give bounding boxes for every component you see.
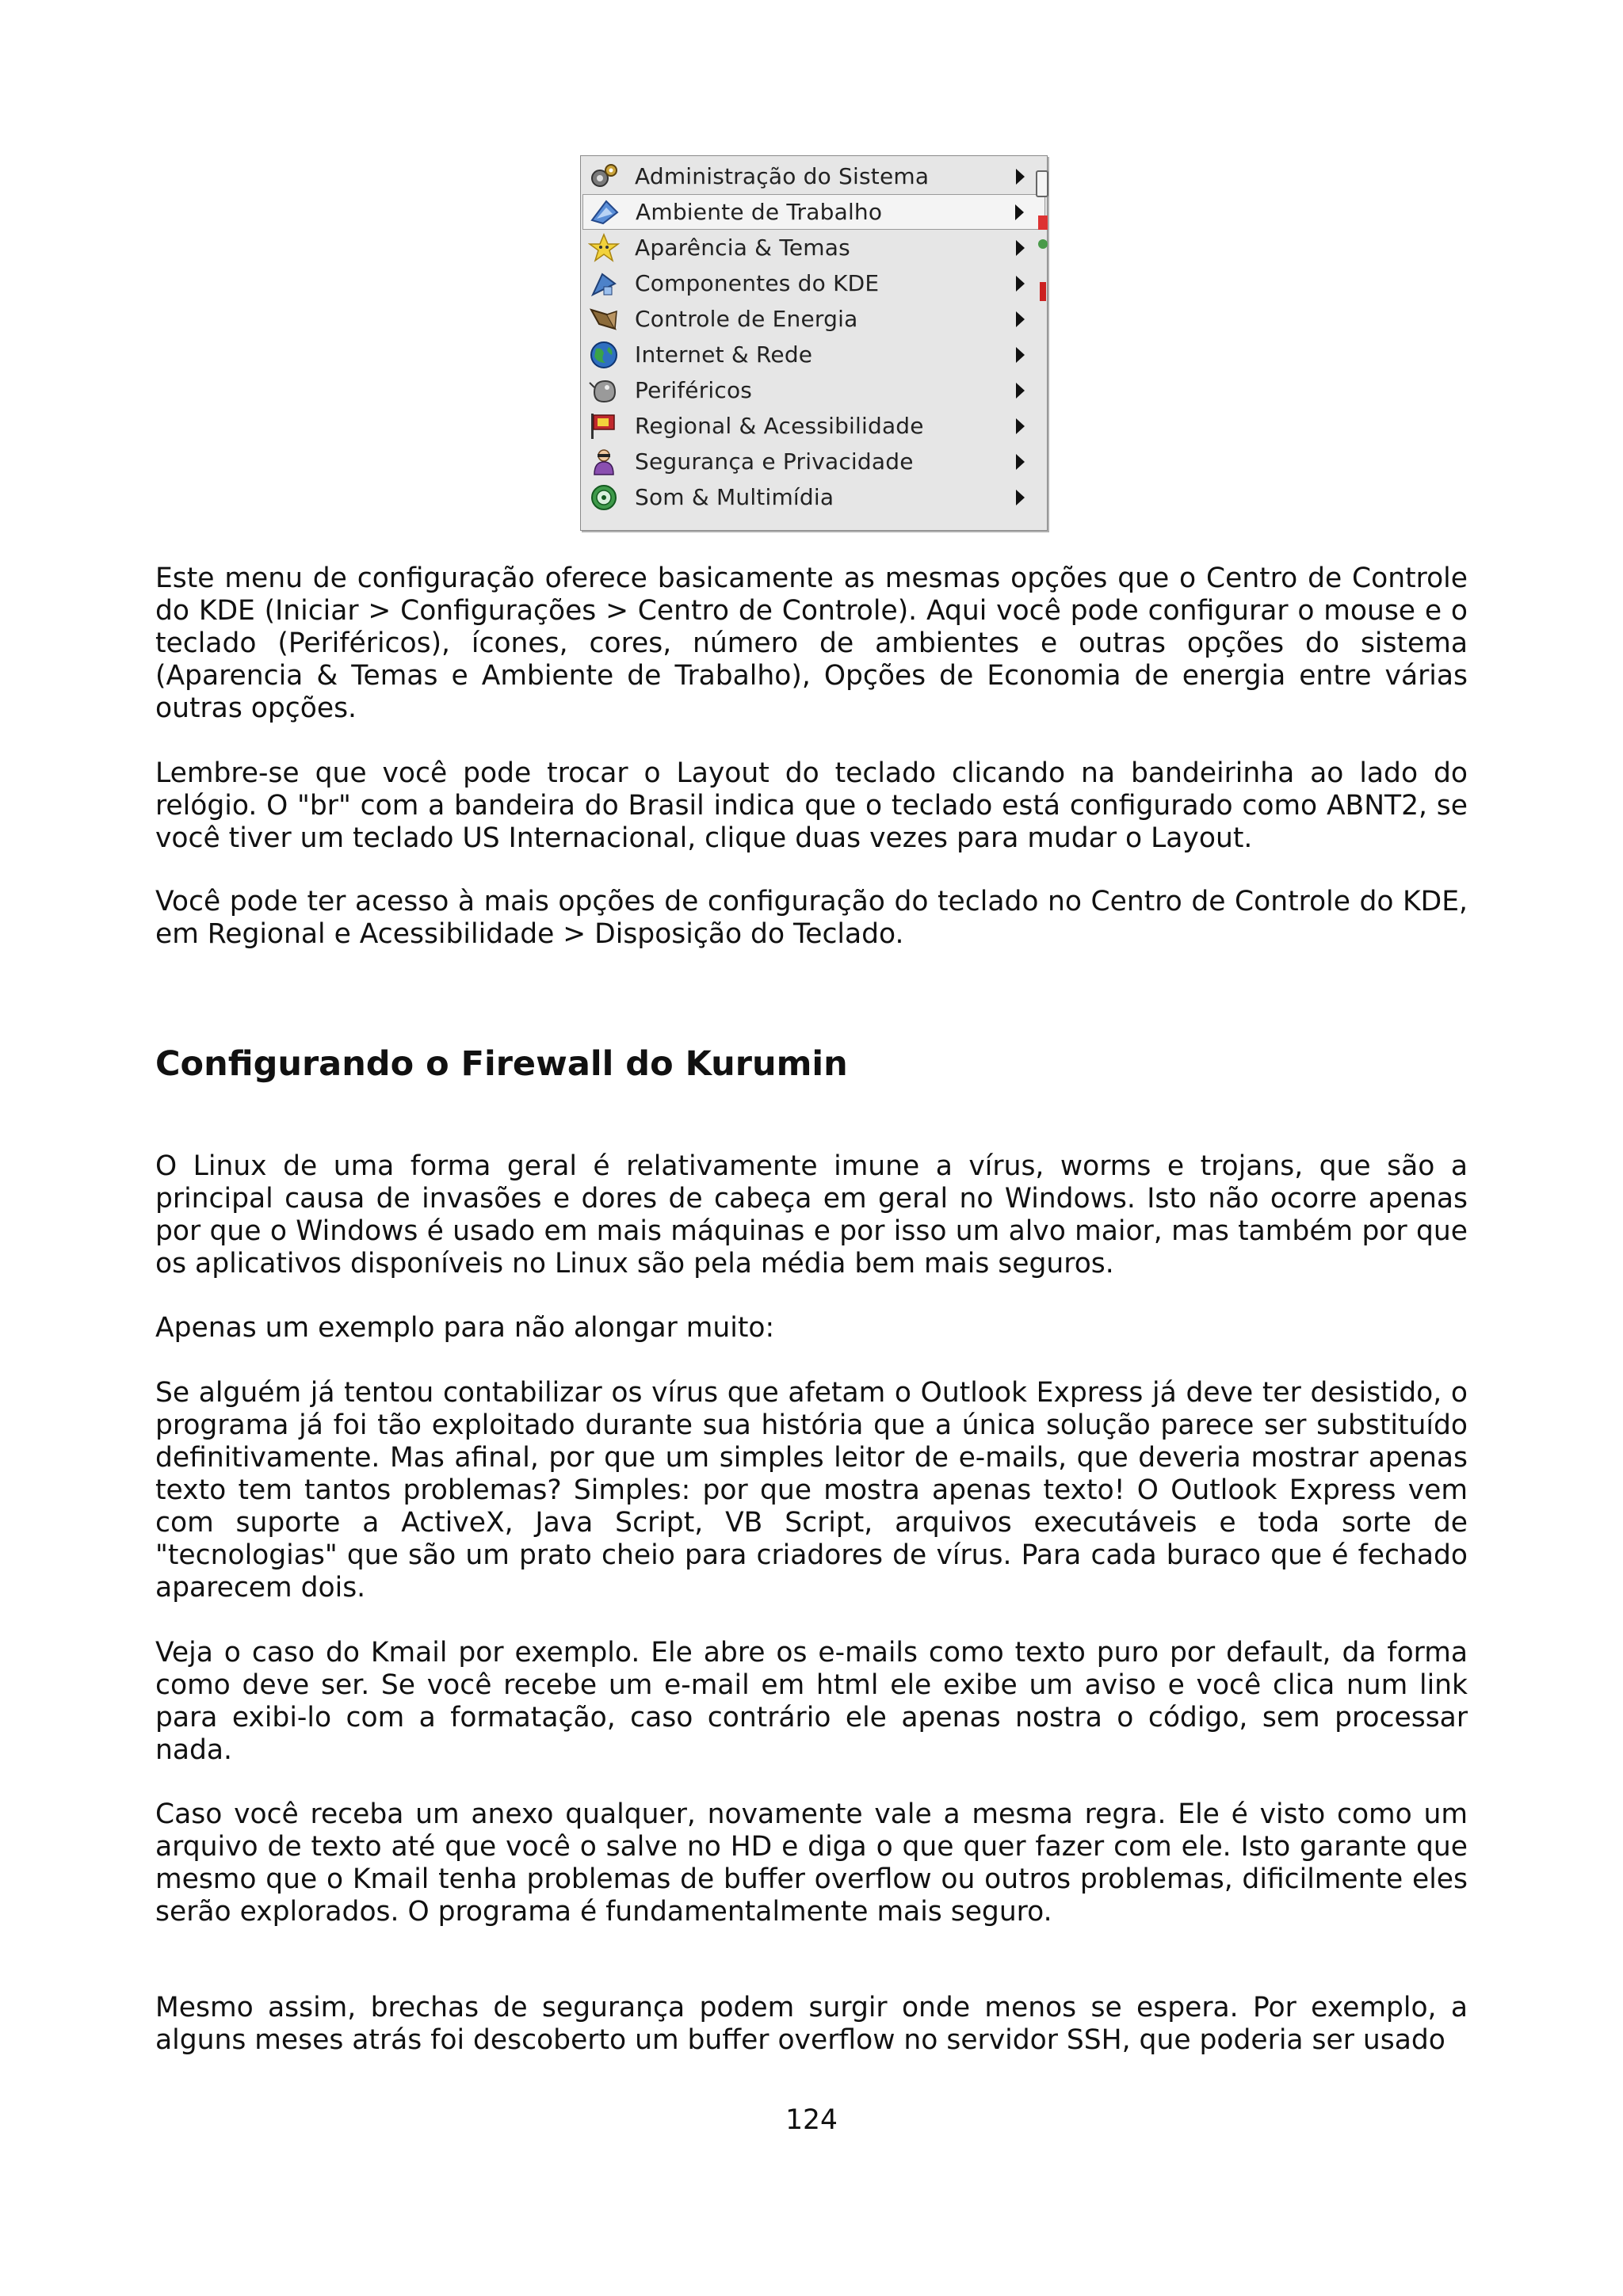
gears-icon [587, 160, 621, 193]
submenu-arrow-icon [1016, 383, 1025, 399]
menu-item-internet[interactable] [582, 337, 1045, 372]
page-number: 124 [785, 2104, 838, 2136]
mouse-icon [587, 374, 621, 407]
desktop-edge-icons [1035, 155, 1049, 322]
menu-item-seguranca[interactable] [582, 444, 1045, 479]
menu-item-label: Administração do Sistema [635, 163, 930, 189]
menu-item-label: Segurança e Privacidade [635, 448, 914, 475]
menu-item-perifericos[interactable] [582, 372, 1045, 408]
paragraph-example-intro: Apenas um exemplo para não alongar muito: [155, 1312, 775, 1344]
submenu-arrow-icon [1016, 418, 1025, 434]
menu-item-componentes[interactable] [582, 265, 1045, 301]
menu-item-administracao[interactable] [582, 158, 1045, 194]
menu-item-label: Ambiente de Trabalho [636, 199, 883, 225]
paragraph-keyboard-layout: Lembre-se que você pode trocar o Layout do teclado clicando na bandeirinha ao lado do relógio. O "br" com a bandeira do Brasil indica que o teclado está configurado como ABNT2, se você tiver um teclado US Internacional, clique duas vezes para mudar o Layout. [155, 757, 1468, 854]
menu-item-label: Aparência & Temas [635, 235, 850, 261]
submenu-arrow-icon [1016, 240, 1025, 256]
menu-item-label: Componentes do KDE [635, 270, 880, 296]
paragraph-outlook-express: Se alguém já tentou contabilizar os vírus que afetam o Outlook Express já deve ter desistido, o programa já foi tão exploitado durante sua história que a única solução parece ser substituído definitivamente. Mas afinal, por que um simples leitor de e-mails, que deveria mostrar apenas texto tem tantos problemas? Simples: por que mostra apenas texto! O Outlook Express vem com suporte a ActiveX, Java Script, VB Script, arquivos executáveis e toda sorte de "tecnologias" que são um prato cheio para criadores de vírus. Para cada buraco que é fechado aparecem dois. [155, 1377, 1468, 1604]
paragraph-ssh-buffer: Mesmo assim, brechas de segurança podem surgir onde menos se espera. Por exemplo, a alguns meses atrás foi descoberto um buffer overflow no servidor SSH, que poderia ser usado [155, 1992, 1468, 2056]
menu-item-energia[interactable] [582, 301, 1045, 337]
paragraph-keyboard-options: Você pode ter acesso à mais opções de configuração do teclado no Centro de Controle do KDE, em Regional e Acessibilidade > Disposição do Teclado. [155, 886, 1468, 950]
menu-item-ambiente[interactable] [582, 194, 1045, 230]
menu-item-label: Regional & Acessibilidade [635, 413, 924, 439]
paragraph-menu-description: Este menu de configuração oferece basicamente as mesmas opções que o Centro de Controle do KDE (Iniciar > Configurações > Centro de Controle). Aqui você pode configurar o mouse e o teclado (Periféricos), ícones, cores, número de ambientes e outras opções do sistema (Aparencia & Temas e Ambiente de Trabalho), Opções de Economia de energia entre várias outras opções. [155, 563, 1468, 724]
energy-icon [587, 303, 621, 336]
submenu-arrow-icon [1015, 204, 1024, 220]
components-icon [587, 267, 621, 300]
submenu-arrow-icon [1016, 311, 1025, 327]
star-icon [587, 231, 621, 265]
menu-item-label: Som & Multimídia [635, 484, 834, 510]
menu-item-label: Controle de Energia [635, 306, 858, 332]
menu-item-aparencia[interactable] [582, 230, 1045, 265]
section-heading: Configurando o Firewall do Kurumin [155, 1044, 848, 1084]
kde-settings-menu [580, 155, 1048, 531]
flag-icon [587, 410, 621, 443]
paragraph-kmail: Veja o caso do Kmail por exemplo. Ele abre os e-mails como texto puro por default, da forma como deve ser. Se você recebe um e-mail em html ele exibe um aviso e você clica num link para exibi-lo com a formatação, caso contrário ele apenas nostra o código, sem processar nada. [155, 1637, 1468, 1766]
submenu-arrow-icon [1016, 276, 1025, 292]
menu-item-regional[interactable] [582, 408, 1045, 444]
submenu-arrow-icon [1016, 169, 1025, 185]
paragraph-linux-immune: O Linux de uma forma geral é relativamente imune a vírus, worms e trojans, que são a principal causa de invasões e dores de cabeça em geral no Windows. Isto não ocorre apenas por que o Windows é usado em mais máquinas e por isso um alvo maior, mas também por que os aplicativos disponíveis no Linux são pela média bem mais seguros. [155, 1150, 1468, 1280]
menu-item-som[interactable] [582, 479, 1045, 515]
submenu-arrow-icon [1016, 454, 1025, 470]
submenu-arrow-icon [1016, 347, 1025, 363]
menu-item-label: Internet & Rede [635, 341, 813, 368]
desktop-icon [588, 196, 621, 229]
globe-icon [587, 338, 621, 372]
paragraph-attachments: Caso você receba um anexo qualquer, novamente vale a mesma regra. Ele é visto como um arquivo de texto até que você o salve no HD e diga o que quer fazer com ele. Isto garante que mesmo que o Kmail tenha problemas de buffer overflow ou outros problemas, dificilmente eles serão explorados. O programa é fundamentalmente mais seguro. [155, 1798, 1468, 1928]
menu-item-label: Periféricos [635, 377, 753, 403]
submenu-arrow-icon [1016, 490, 1025, 505]
speaker-icon [587, 481, 621, 514]
agent-icon [587, 445, 621, 479]
